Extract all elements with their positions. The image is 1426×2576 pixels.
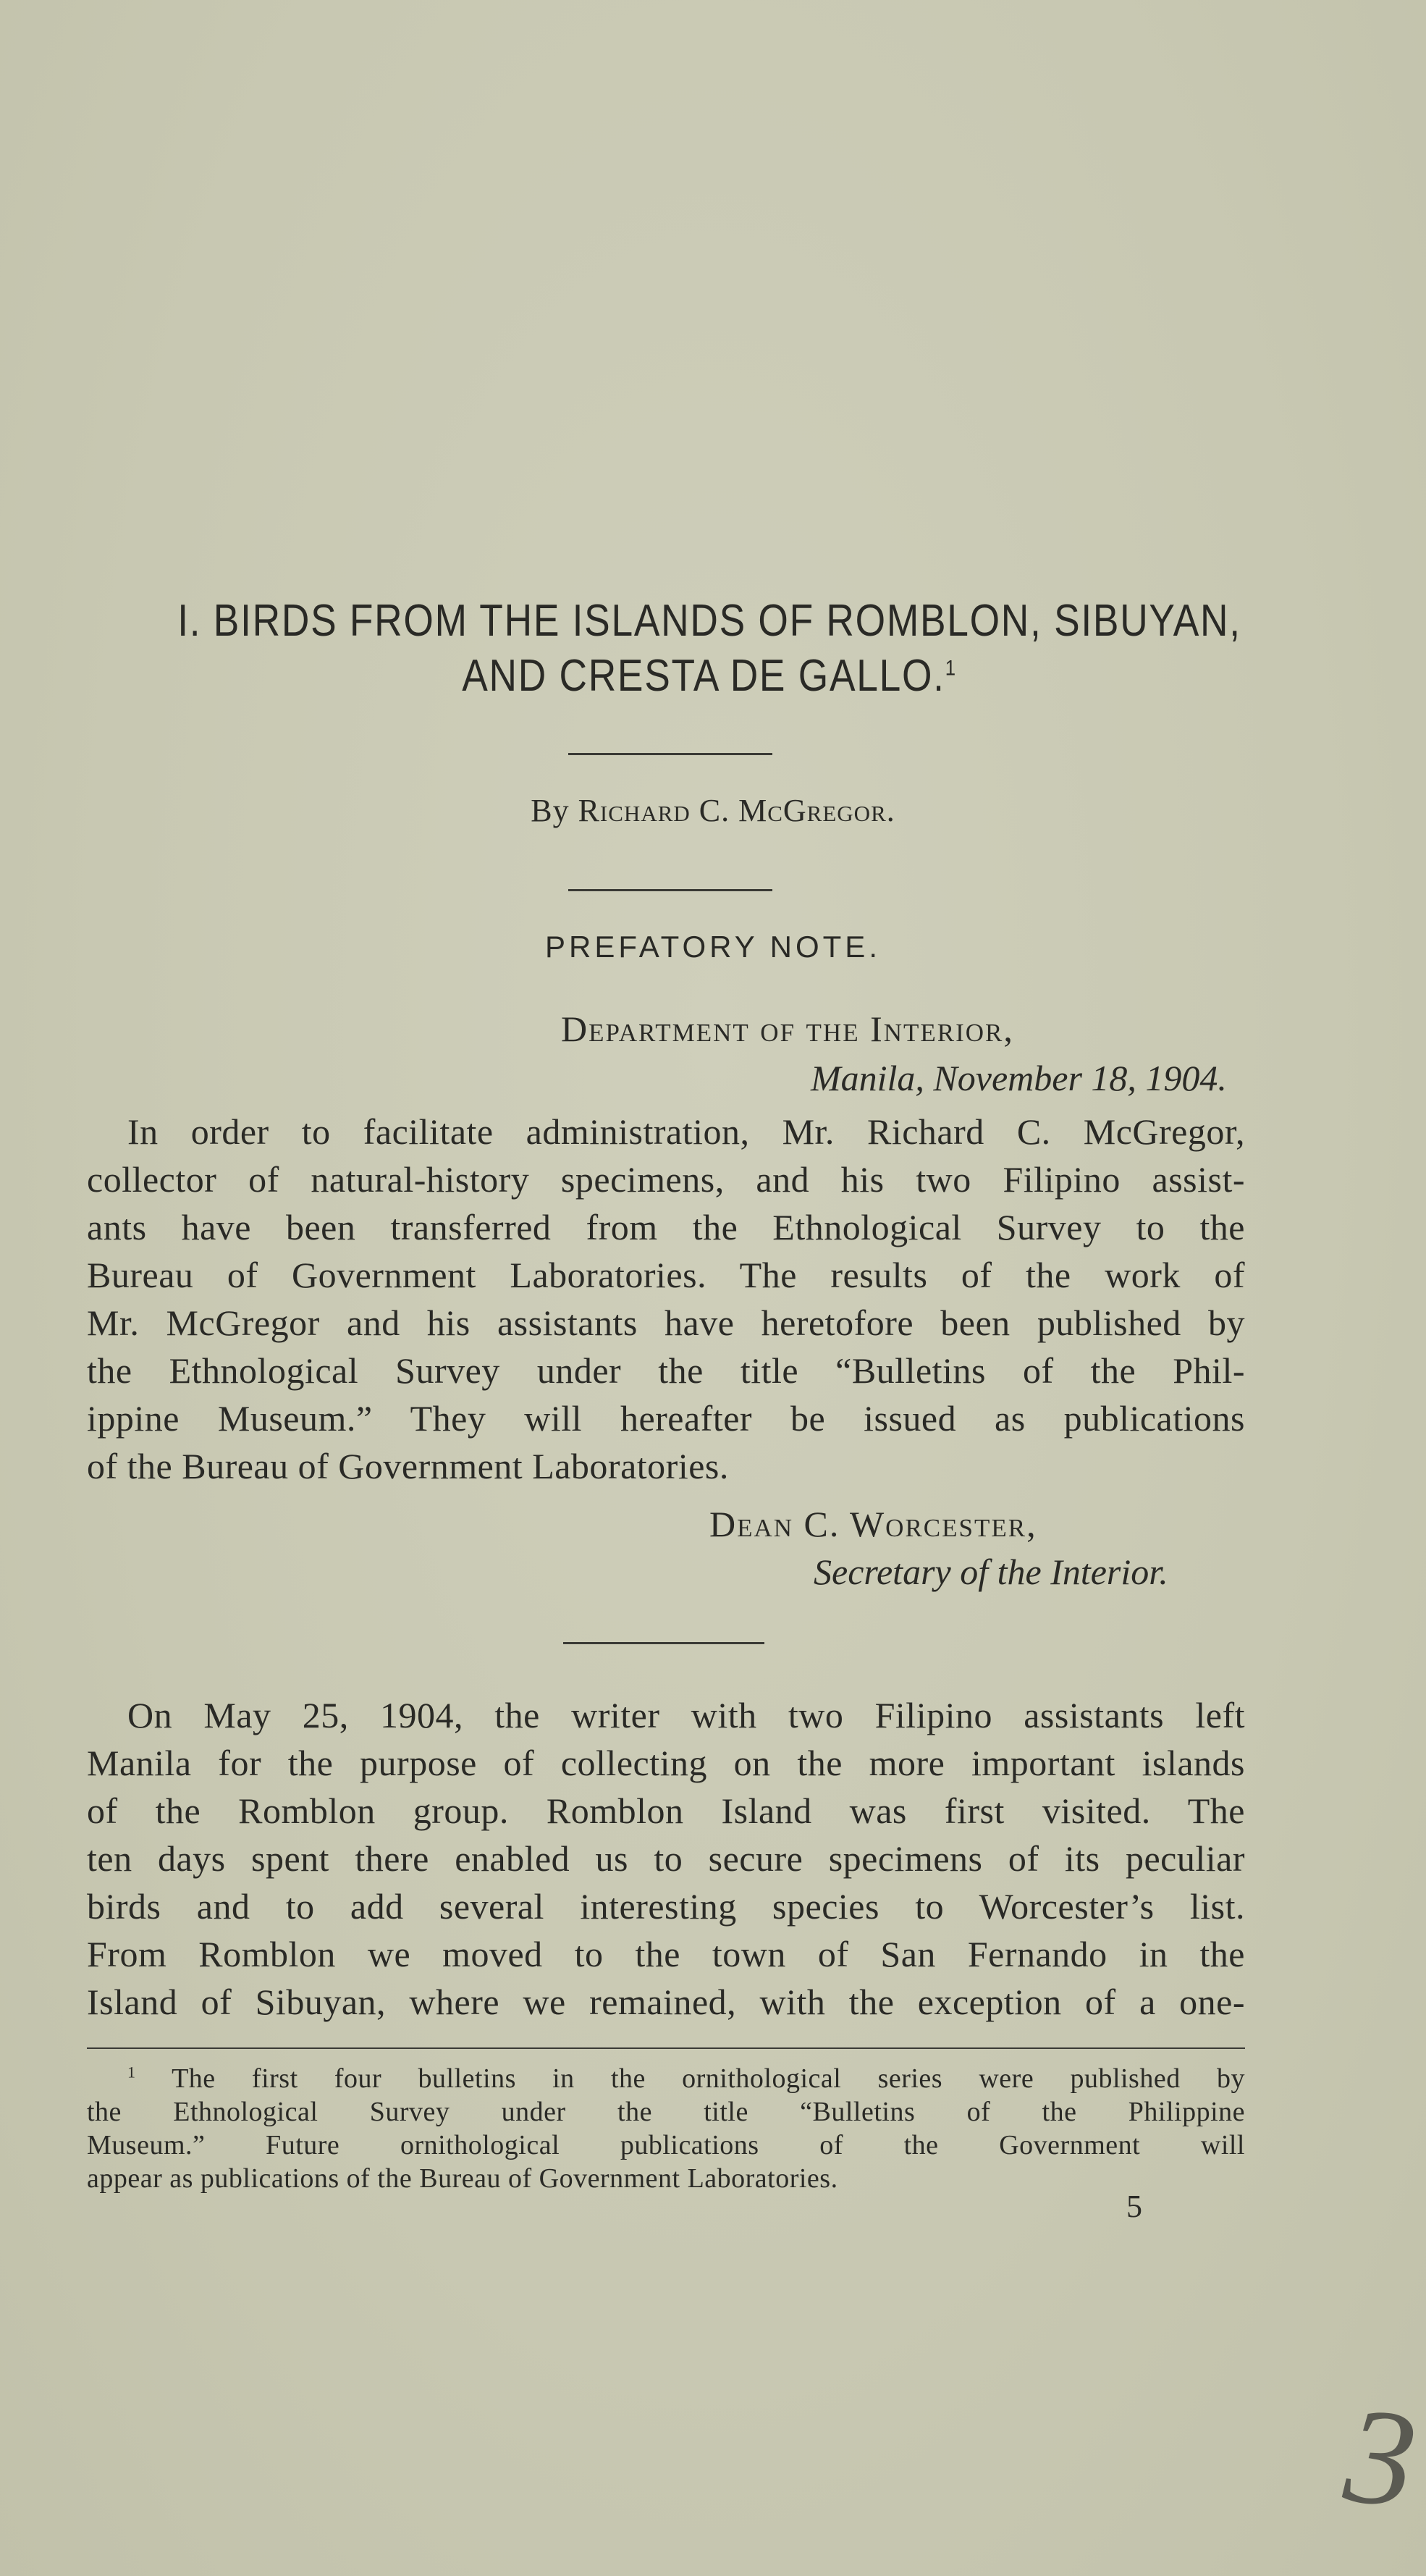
section-divider <box>563 1642 764 1644</box>
text-line: of the Bureau of Government Laboratories. <box>87 1446 729 1486</box>
byline-prefix: By <box>531 793 570 828</box>
footnote-line-text: The first four bulletins in the ornithological series were published by <box>172 2063 1245 2094</box>
byline <box>0 792 1426 829</box>
text-line: Bureau of Government Laboratories. The results of the work of <box>87 1255 1245 1295</box>
signature-name: Dean C. Worcester, <box>709 1504 1037 1544</box>
text-line: On May 25, 1904, the writer with two Filipino assistants left <box>127 1695 1245 1735</box>
text-line: Manila for the purpose of collecting on the more important islands <box>87 1743 1245 1783</box>
text-line: From Romblon we moved to the town of San Fernando in the <box>87 1934 1245 1974</box>
title-footnote-marker: 1 <box>945 656 957 681</box>
title-line-1: I. BIRDS FROM THE ISLANDS OF ROMBLON, SIBUYAN, <box>177 596 1241 646</box>
text-line: birds and to add several interesting species to Worcester’s list. <box>87 1886 1245 1927</box>
page-number: 5 <box>1126 2189 1142 2224</box>
text-line: In order to facilitate administration, Mr. Richard C. McGregor, <box>127 1111 1245 1152</box>
handwritten-mark: 3 <box>1338 2378 1423 2538</box>
title-line-2 <box>168 650 1251 702</box>
byline-divider <box>568 889 772 891</box>
footnote-marker: 1 <box>127 2063 136 2082</box>
text-line: ants have been transferred from the Ethnological Survey to the <box>87 1207 1245 1247</box>
text-line: ippine Museum.” They will hereafter be issued as publications <box>87 1398 1245 1439</box>
footnote <box>87 2062 1245 2195</box>
text-line: Mr. McGregor and his assistants have heretofore been published by <box>87 1302 1245 1343</box>
footnote-line: appear as publications of the Bureau of Government Laboratories. <box>87 2163 838 2194</box>
prefatory-note-text <box>87 1108 1245 1490</box>
department-line: Department of the Interior, <box>561 1009 1014 1049</box>
text-line: the Ethnological Survey under the title “Bulletins of the Phil- <box>87 1350 1245 1391</box>
text-line: ten days spent there enabled us to secure specimens of its peculiar <box>87 1838 1245 1879</box>
signature-title: Secretary of the Interior. <box>814 1552 1168 1592</box>
text-line: collector of natural-history specimens, and his two Filipino assist- <box>87 1159 1245 1200</box>
footnote-line: Museum.” Future ornithological publications of the Government will <box>87 2130 1245 2160</box>
text-line: Island of Sibuyan, where we remained, with the exception of a one- <box>87 1982 1245 2022</box>
footnote-rule <box>87 2047 1245 2049</box>
title-line-2-text: AND CRESTA DE GALLO. <box>462 651 945 701</box>
author-name: Richard C. McGregor. <box>578 793 895 828</box>
body-text <box>87 1691 1245 2026</box>
dateline: Manila, November 18, 1904. <box>811 1058 1227 1098</box>
footnote-line: the Ethnological Survey under the title “Bulletins of the Philippine <box>87 2097 1245 2127</box>
footnote-line <box>87 2062 1245 2095</box>
text-line: of the Romblon group. Romblon Island was first visited. The <box>87 1790 1245 1831</box>
prefatory-note-heading: PREFATORY NOTE. <box>545 930 881 964</box>
title-divider <box>568 753 772 755</box>
